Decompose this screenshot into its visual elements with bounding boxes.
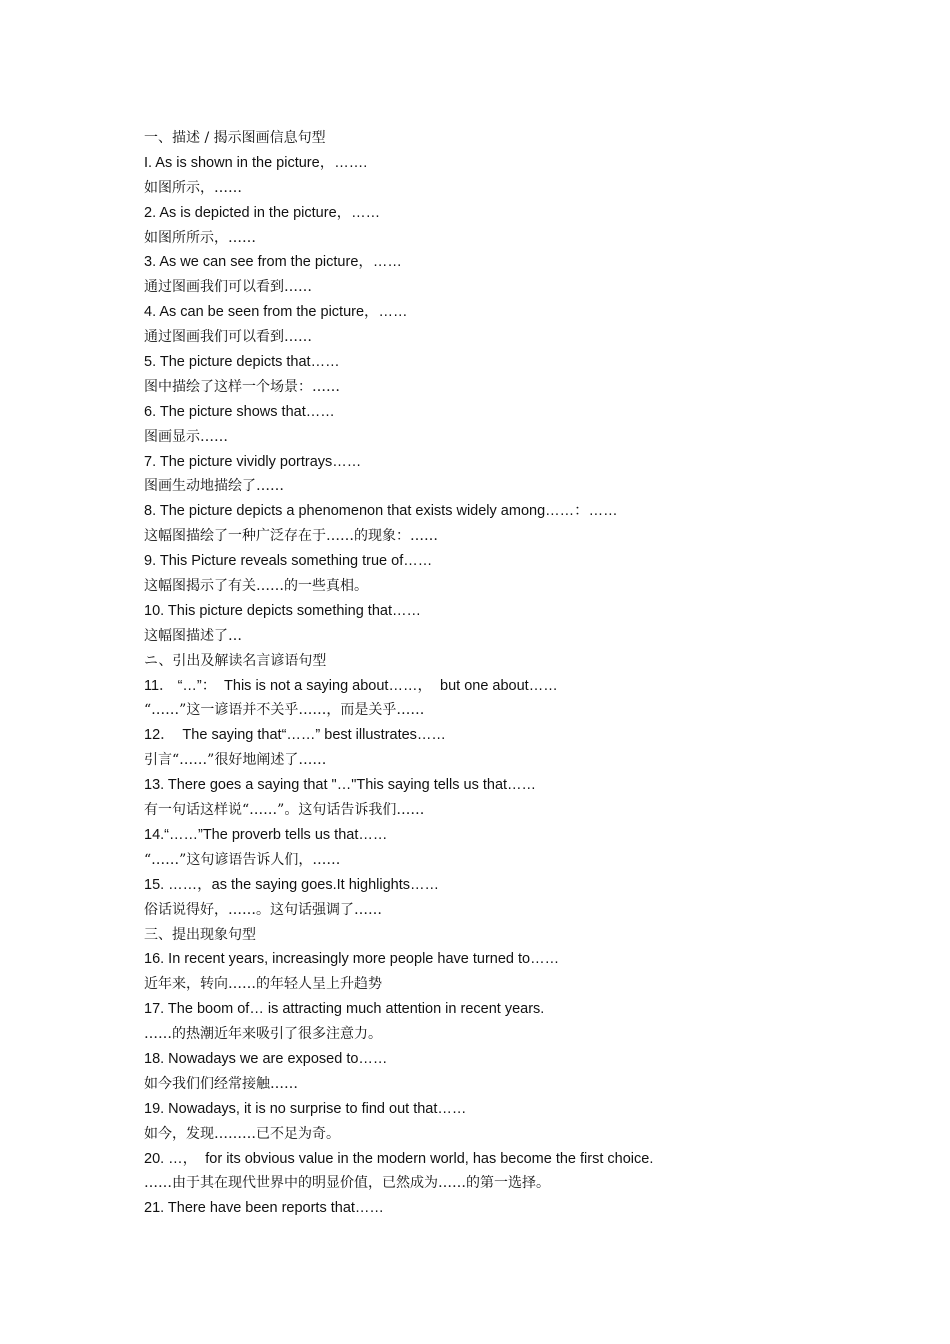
sentence-16-cn: 近年来，转向……的年轻人呈上升趋势 bbox=[144, 976, 382, 993]
section-heading-describe-picture: 一、描述 / 揭示图画信息句型 bbox=[144, 130, 326, 146]
sentence-18-cn: 如今我们们经常接触…… bbox=[144, 1075, 298, 1092]
sentence-6-cn: 图画显示…… bbox=[144, 428, 228, 445]
sentence-7-en: 7. The picture vividly portrays…… bbox=[144, 453, 362, 470]
sentence-1-en: I. As is shown in the picture，……. bbox=[144, 154, 368, 171]
sentence-7-cn: 图画生动地描绘了…… bbox=[144, 478, 284, 495]
sentence-12-cn: 引言“……”很好地阐述了…… bbox=[144, 752, 327, 769]
sentence-4-cn: 通过图画我们可以看到…… bbox=[144, 329, 312, 346]
sentence-5-en: 5. The picture depicts that…… bbox=[144, 354, 340, 371]
sentence-19-cn: 如今，发现………已不足为奇。 bbox=[144, 1125, 340, 1142]
sentence-17-en: 17. The boom of… is attracting much attention in recent years. bbox=[144, 1001, 545, 1018]
sentence-6-en: 6. The picture shows that…… bbox=[144, 403, 335, 420]
document-page bbox=[144, 126, 844, 1221]
sentence-21-en: 21. There have been reports that…… bbox=[144, 1200, 384, 1217]
sentence-9-en: 9. This Picture reveals something true of…… bbox=[144, 553, 433, 570]
sentence-2-cn: 如图所所示，…… bbox=[144, 229, 256, 246]
sentence-17-cn: ……的热潮近年来吸引了很多注意力。 bbox=[144, 1026, 382, 1043]
sentence-13-en: 13. There goes a saying that "…"This saying tells us that…… bbox=[144, 777, 537, 794]
sentence-8-en: 8. The picture depicts a phenomenon that exists widely among……：…… bbox=[144, 503, 618, 520]
sentence-18-en: 18. Nowadays we are exposed to…… bbox=[144, 1050, 388, 1067]
sentence-1-cn: 如图所示，…… bbox=[144, 179, 242, 196]
sentence-13-cn: 有一句话这样说“……”。这句话告诉我们…… bbox=[144, 802, 425, 819]
sentence-10-cn: 这幅图描述了… bbox=[144, 627, 242, 644]
sentence-12-en: 12． The saying that“……” best illustrates…… bbox=[144, 727, 446, 744]
sentence-9-cn: 这幅图揭示了有关……的一些真相。 bbox=[144, 578, 368, 595]
sentence-15-cn: 俗话说得好，……。这句话强调了…… bbox=[144, 901, 382, 918]
sentence-4-en: 4. As can be seen from the picture，…… bbox=[144, 304, 408, 321]
sentence-2-en: 2. As is depicted in the picture，…… bbox=[144, 204, 381, 221]
sentence-3-cn: 通过图画我们可以看到…… bbox=[144, 279, 312, 296]
section-heading-sayings: ニ、引出及解读名言谚语句型 bbox=[144, 652, 327, 669]
sentence-14-cn: “……”这句谚语告诉人们，…… bbox=[144, 851, 341, 868]
sentence-19-en: 19. Nowadays, it is no surprise to find out that…… bbox=[144, 1100, 467, 1117]
sentence-11-en: 11． “…”： This is not a saying about……， but one about…… bbox=[144, 677, 558, 694]
sentence-16-en: 16. In recent years, increasingly more people have turned to…… bbox=[144, 951, 560, 968]
sentence-15-en: 15. ……，as the saying goes.It highlights…… bbox=[144, 876, 439, 893]
sentence-20-cn: ……由于其在现代世界中的明显价值，已然成为……的第一选择。 bbox=[144, 1175, 550, 1192]
sentence-8-cn: 这幅图描绘了一种广泛存在于……的现象：…… bbox=[144, 528, 438, 545]
sentence-11-cn: “……”这一谚语并不关乎……，而是关乎…… bbox=[144, 702, 425, 719]
sentence-5-cn: 图中描绘了这样一个场景：…… bbox=[144, 378, 340, 395]
sentence-3-en: 3. As we can see from the picture，…… bbox=[144, 254, 402, 271]
sentence-14-en: 14.“……”The proverb tells us that…… bbox=[144, 826, 388, 843]
sentence-10-en: 10. This picture depicts something that…… bbox=[144, 602, 421, 619]
sentence-20-en: 20. …， for its obvious value in the modern world, has become the first choice. bbox=[144, 1150, 654, 1167]
section-heading-phenomenon: 三、提出现象句型 bbox=[144, 926, 256, 943]
